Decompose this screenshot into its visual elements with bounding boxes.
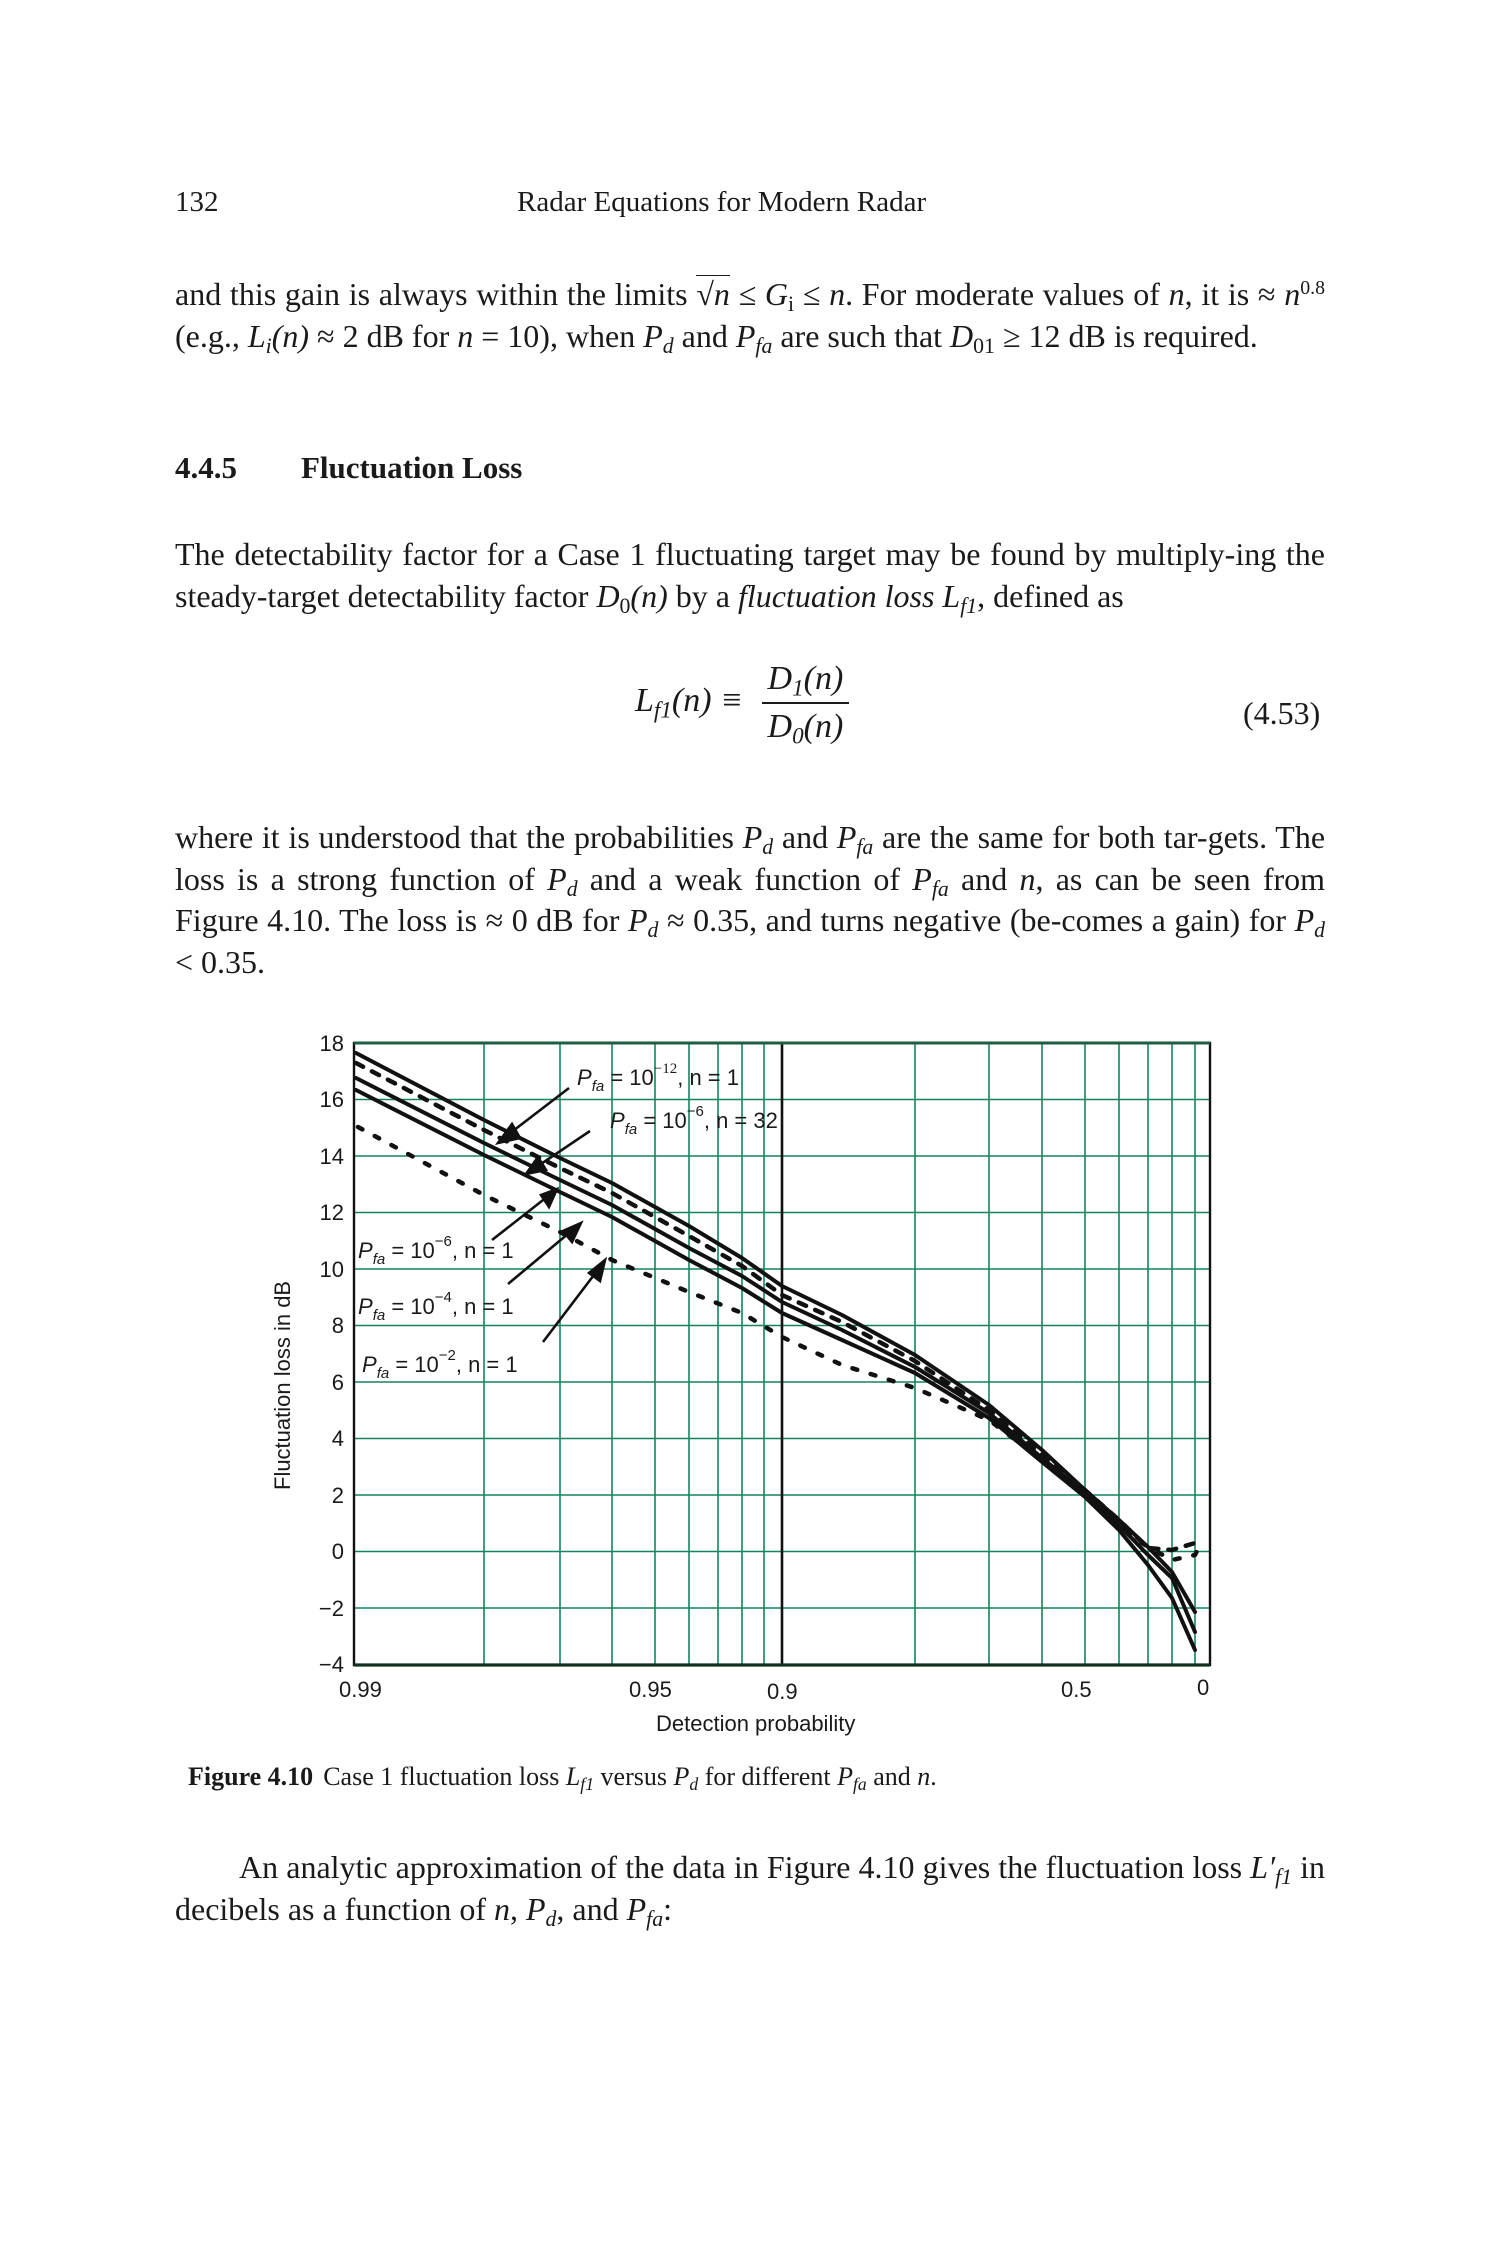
svg-text:−2: −2 <box>318 1596 344 1621</box>
svg-text:0.99: 0.99 <box>339 1677 382 1702</box>
figure-caption: Figure 4.10 Case 1 fluctuation loss $L_{f1}$ versus $P_d$ for different $P_{fa}$ and n. <box>188 1762 937 1794</box>
svg-text:6: 6 <box>331 1370 344 1395</box>
label-pfa-1e-2-n1: $P_{fa} = 10^{-2}$, n = 1 <box>362 1347 518 1382</box>
svg-text:8: 8 <box>331 1313 344 1338</box>
equation-fluctuation-loss: $L_{f1}(n)$ ≡ $\frac{D_1(n)}{D_0(n)}$ <box>635 660 849 746</box>
svg-text:12: 12 <box>319 1200 344 1225</box>
svg-text:18: 18 <box>319 1031 344 1056</box>
svg-text:4: 4 <box>331 1426 344 1451</box>
svg-text:−4: −4 <box>318 1652 344 1677</box>
svg-text:0: 0 <box>331 1539 344 1564</box>
paragraph-gain-limits: and this gain is always within the limits $√n \le G_i \le n$. For moderate values of n, it is ≈ $n^{0.8}$ (e.g., $L_i(n) \approx 2$ dB for n = 10), when $P_d$ and $P_{fa}$ are such that $D_{01} \ge 12$ dB is required. <box>175 276 1326 358</box>
svg-text:0.9: 0.9 <box>767 1679 798 1704</box>
equation-fraction: $\frac{D_1(n)}{D_0(n)}$ <box>762 660 850 746</box>
section-number: 4.4.5 <box>175 450 237 485</box>
paragraph-probabilities: where it is understood that the probabilities $P_d$ and $P_{fa}$ are the same for both tar-gets. The loss is a strong function of $P_d$ and a weak function of $P_{fa}$ and n, as can be seen from Figure 4.10. The loss is ≈ 0 dB for $P_d \approx 0.35$, and turns negative (be-comes a gain) for $P_d < 0.35$. <box>175 819 1326 980</box>
vertical-gridlines <box>484 1043 1195 1665</box>
paragraph-analytic-approximation: An analytic approximation of the data in Figure 4.10 gives the fluctuation loss $L'_{f1}$ in decibels as a function of n, $P_d$, and $P_{fa}$: <box>175 1849 1326 1931</box>
y-axis-ticks <box>319 1031 344 1677</box>
y-axis-title: Fluctuation loss in dB <box>270 1280 295 1490</box>
curve-pfa-1e-12-n1 <box>356 1053 1195 1612</box>
running-title: Radar Equations for Modern Radar <box>517 186 927 218</box>
section-title: Fluctuation Loss <box>301 450 523 485</box>
svg-text:0.5: 0.5 <box>1061 1677 1092 1702</box>
label-pfa-1e-12-n1: $P_{fa} = 10^{-12}$, n = 1 <box>577 1061 739 1095</box>
page-number: 132 <box>175 186 219 218</box>
paragraph-detectability: The detectability factor for a Case 1 fluctuating target may be found by multiply-ing the steady-target detectability factor $D_0(n)$ by a fluctuation loss $L_{f1}$, defined as <box>175 536 1325 618</box>
svg-text:14: 14 <box>319 1144 344 1169</box>
label-pfa-1e-6-n32: $P_{fa} = 10^{-6}$, n = 32 <box>610 1103 778 1138</box>
figure-label: Figure 4.10 <box>188 1762 314 1791</box>
label-pfa-1e-6-n1: $P_{fa} = 10^{-6}$, n = 1 <box>358 1233 514 1268</box>
svg-text:2: 2 <box>331 1483 344 1508</box>
svg-text:10: 10 <box>319 1257 344 1282</box>
label-pfa-1e-4-n1: $P_{fa} = 10^{-4}$, n = 1 <box>358 1289 514 1324</box>
svg-text:0.95: 0.95 <box>629 1677 672 1702</box>
svg-text:0: 0 <box>1197 1675 1210 1700</box>
x-axis-title: Detection probability <box>656 1711 856 1736</box>
equation-number: (4.53) <box>1243 695 1321 731</box>
x-axis-ticks <box>339 1675 1209 1704</box>
svg-text:16: 16 <box>319 1087 344 1112</box>
